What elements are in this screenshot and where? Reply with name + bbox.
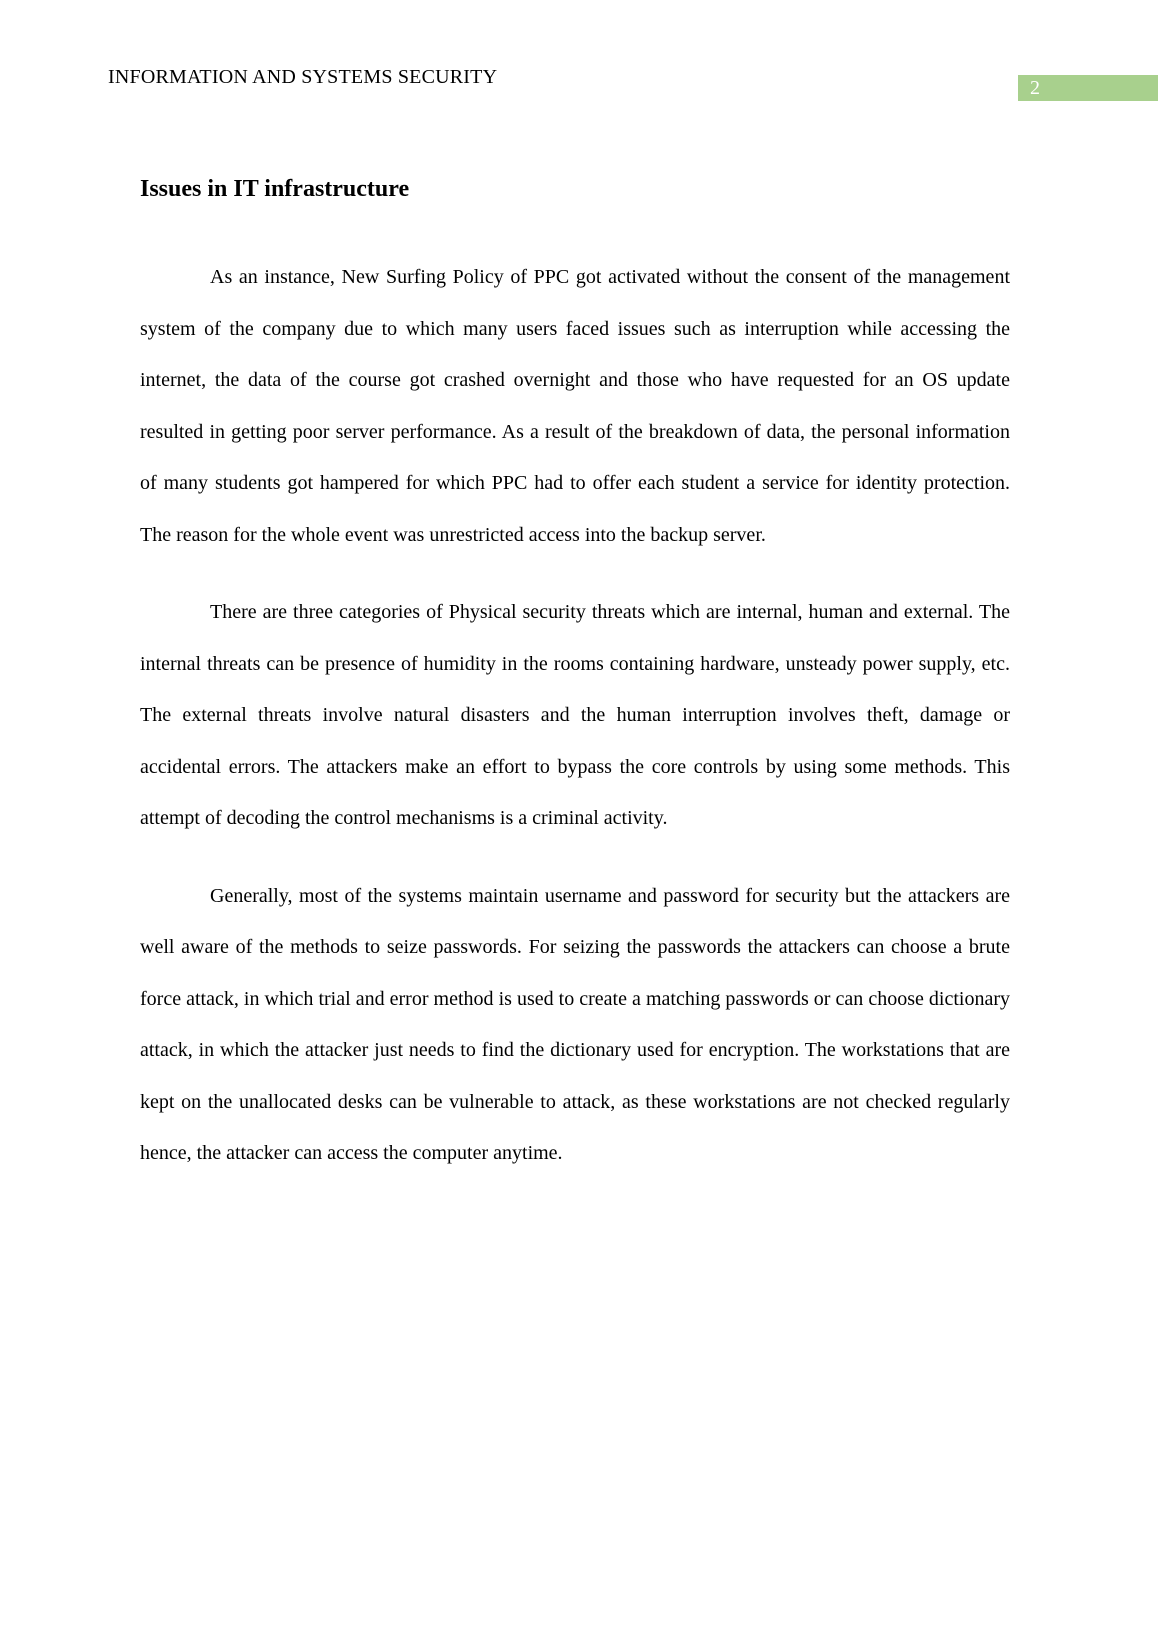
- paragraph: There are three categories of Physical security threats which are internal, human and external. The internal threats can be presence of humidity in the rooms containing hardware, unsteady power supply, etc. The external threats involve natural disasters and the human interruption involves theft, damage or accidental errors. The attackers make an effort to bypass the core controls by using some methods. This attempt of decoding the control mechanisms is a criminal activity.: [140, 601, 1010, 829]
- section-heading: Issues in IT infrastructure: [140, 176, 410, 202]
- paragraph: As an instance, New Surfing Policy of PPC got activated without the consent of the management system of the company due to which many users faced issues such as interruption while accessing the internet, the data of the course got crashed overnight and those who have requested for an OS update resulted in getting poor server performance. As a result of the breakdown of data, the personal information of many students got hampered for which PPC had to offer each student a service for identity protection. The reason for the whole event was unrestricted access into the backup server.: [140, 266, 1010, 546]
- running-head: INFORMATION AND SYSTEMS SECURITY: [108, 66, 498, 88]
- paragraph: Generally, most of the systems maintain username and password for security but the attackers are well aware of the methods to seize passwords. For seizing the passwords the attackers can choose a brute force attack, in which trial and error method is used to create a matching passwords or can choose dictionary attack, in which the attacker just needs to find the dictionary used for encryption. The workstations that are kept on the unallocated desks can be vulnerable to attack, as these workstations are not checked regularly hence, the attacker can access the computer anytime.: [140, 884, 1010, 1164]
- page-number: 2: [1018, 75, 1158, 101]
- body-text: [140, 252, 1010, 1206]
